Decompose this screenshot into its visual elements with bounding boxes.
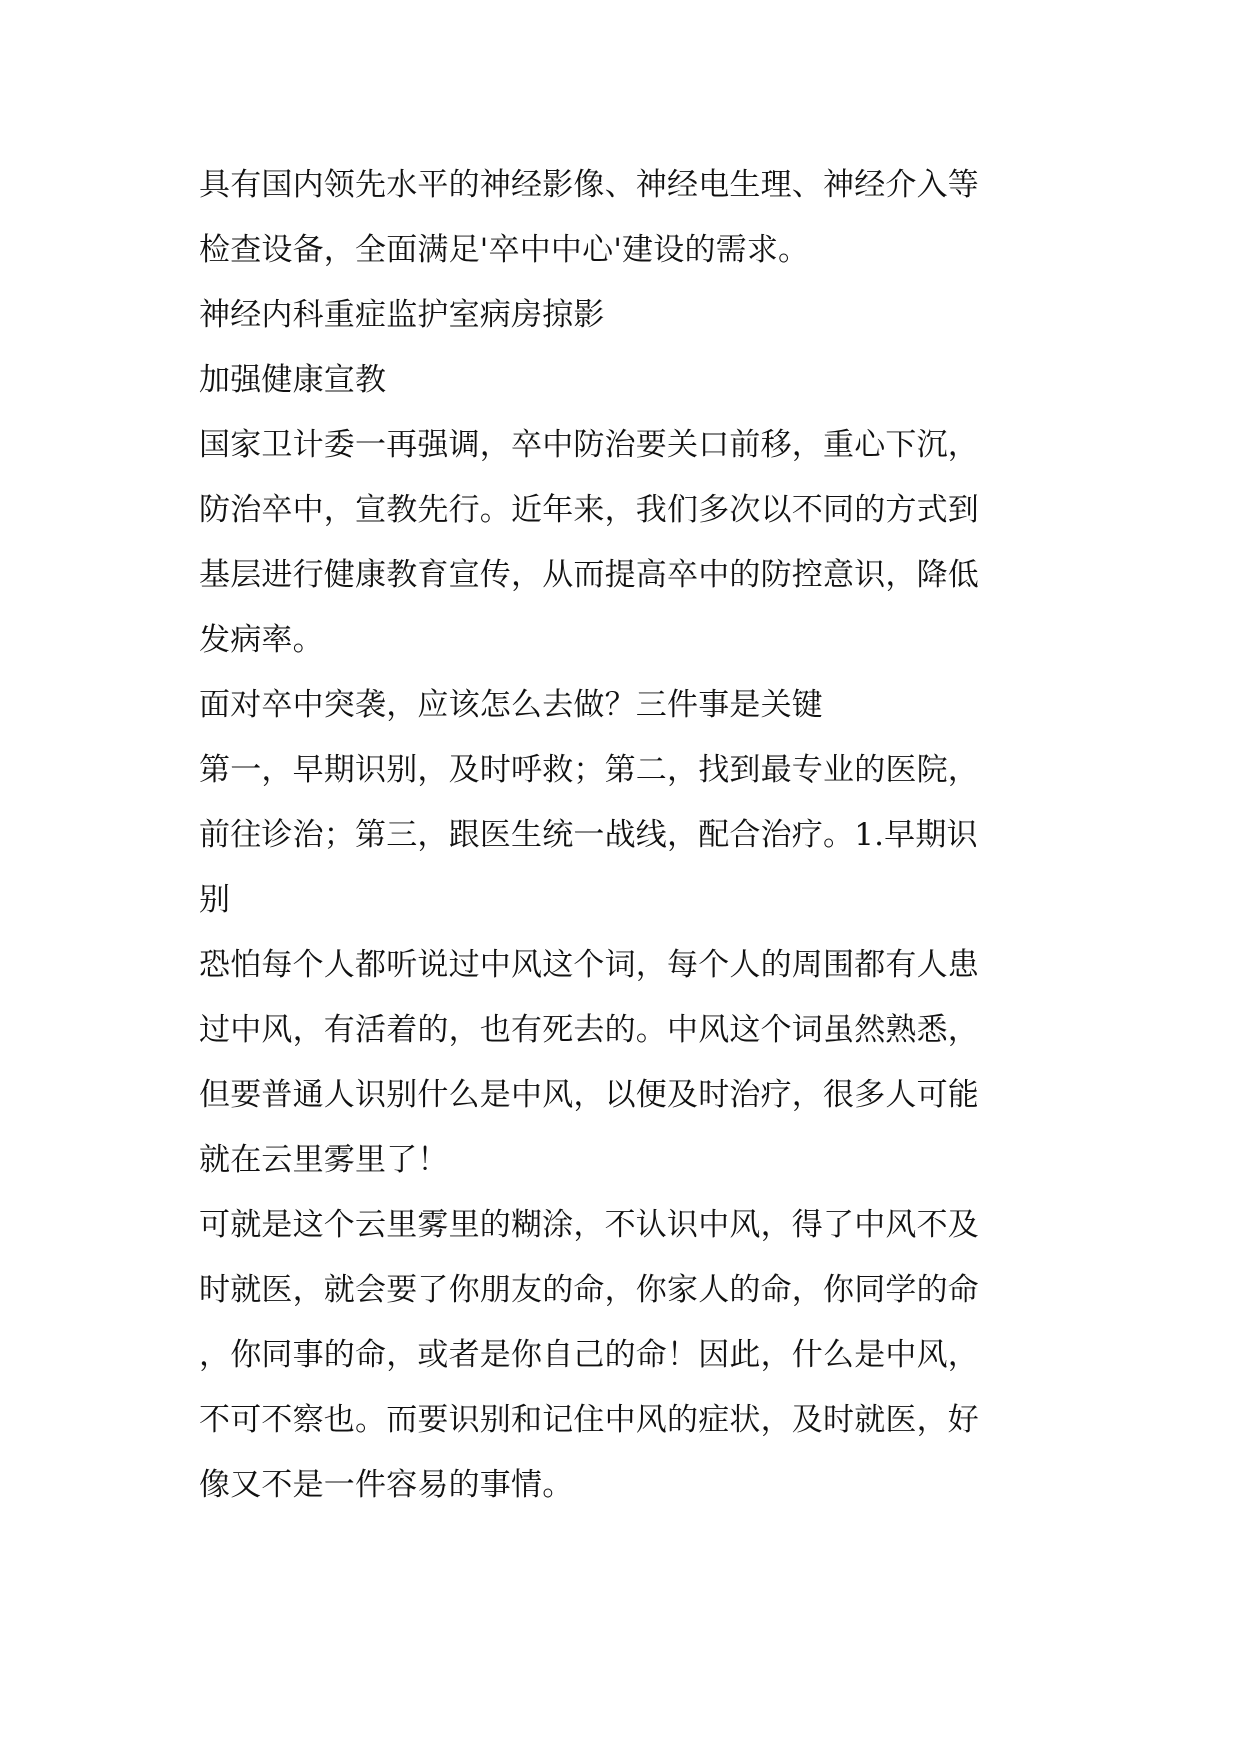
- text-line: 时就医，就会要了你朋友的命，你家人的命，你同学的命: [199, 1272, 979, 1308]
- text-line: 过中风，有活着的，也有死去的。中风这个词虽然熟悉，: [199, 1012, 979, 1048]
- text-line: 恐怕每个人都听说过中风这个词，每个人的周围都有人患: [199, 947, 979, 983]
- text-line: 检查设备，全面满足'卒中中心'建设的需求。: [199, 232, 810, 268]
- section-heading: 加强健康宣教: [199, 362, 387, 398]
- text-line: 像又不是一件容易的事情。: [199, 1467, 574, 1503]
- text-line: 别: [199, 882, 231, 918]
- text-line: 基层进行健康教育宣传，从而提高卒中的防控意识，降低: [199, 557, 979, 593]
- text-line: 可就是这个云里雾里的糊涂，不认识中风，得了中风不及: [199, 1207, 979, 1243]
- text-line: 防治卒中，宣教先行。近年来，我们多次以不同的方式到: [199, 492, 979, 528]
- text-line: 就在云里雾里了！: [199, 1142, 449, 1178]
- text-line: 但要普通人识别什么是中风，以便及时治疗，很多人可能: [199, 1077, 979, 1113]
- text-line: 国家卫计委一再强调，卒中防治要关口前移，重心下沉，: [199, 427, 979, 463]
- text-line: 发病率。: [199, 622, 324, 658]
- section-heading: 面对卒中突袭，应该怎么去做？三件事是关键: [199, 687, 823, 723]
- text-line: 第一，早期识别，及时呼救；第二，找到最专业的医院，: [199, 752, 979, 788]
- text-line: 神经内科重症监护室病房掠影: [199, 297, 605, 333]
- text-line: ，你同事的命，或者是你自己的命！因此，什么是中风，: [199, 1337, 979, 1373]
- text-line: 具有国内领先水平的神经影像、神经电生理、神经介入等: [199, 167, 979, 203]
- text-line: 不可不察也。而要识别和记住中风的症状，及时就医，好: [199, 1402, 979, 1438]
- text-line: 前往诊治；第三，跟医生统一战线，配合治疗。1.早期识: [199, 817, 978, 853]
